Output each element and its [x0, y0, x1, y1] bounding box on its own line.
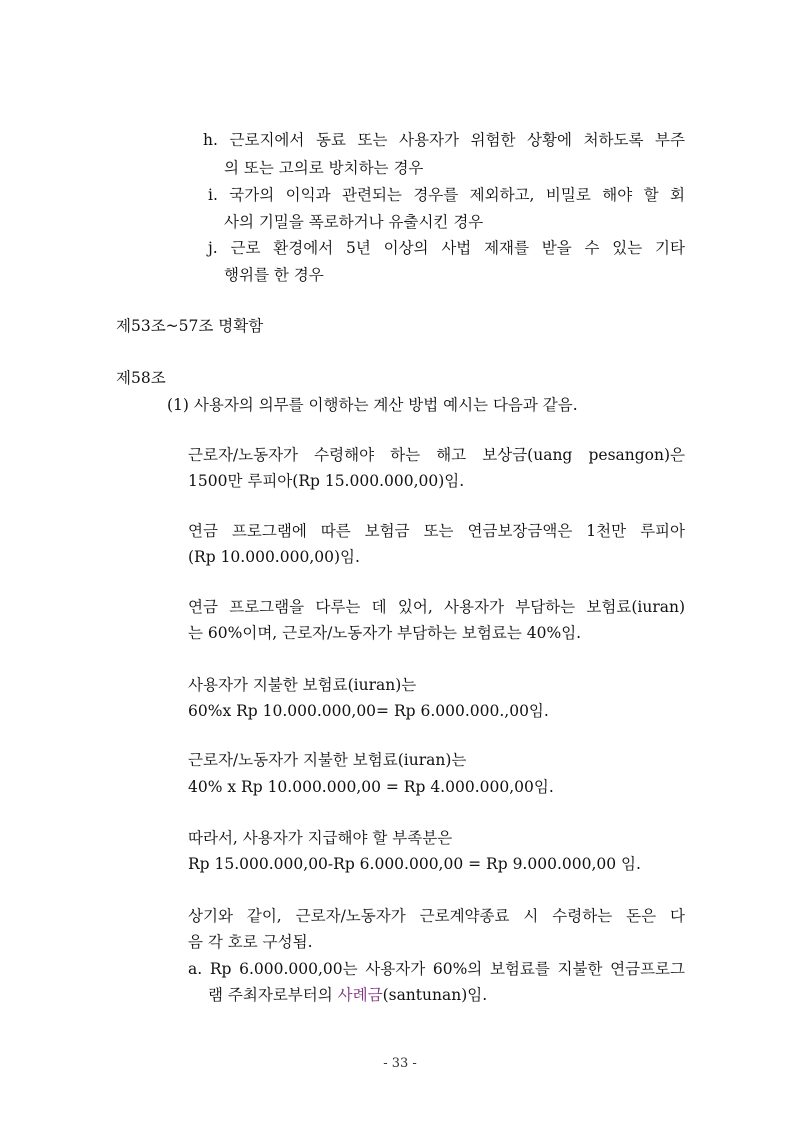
page-number: - 33 - [383, 1056, 417, 1071]
list-item-j-line2: 행위를 한 경우 [224, 266, 324, 284]
paragraph-severance-line2: 1500만 루피아(Rp 15.000.000,00)임. [188, 472, 465, 490]
paragraph-summary-line2: 음 각 호로 구성됨. [188, 933, 313, 951]
item-1: (1) 사용자의 의무를 이행하는 계산 방법 예시는 다음과 같음. [167, 396, 578, 414]
list-item-j-line1: j. 근로 환경에서 5년 이상의 사법 제재를 받을 수 있는 기타 [208, 239, 685, 257]
paragraph-employer-paid-line2: 60%x Rp 10.000.000,00= Rp 6.000.000.,00임. [188, 702, 549, 720]
item-a-line2 [208, 983, 487, 1005]
paragraph-shortfall-line2: Rp 15.000.000,00-Rp 6.000.000,00 = Rp 9.000.000,00 임. [188, 855, 641, 873]
list-item-h-line1: h. 근로지에서 동료 또는 사용자가 위험한 상황에 처하도록 부주 [203, 131, 685, 149]
paragraph-pension-line2: (Rp 10.000.000,00)임. [188, 548, 360, 566]
paragraph-pension-line1: 연금 프로그램에 따른 보험금 또는 연금보장금액은 1천만 루피아 [188, 522, 685, 540]
paragraph-severance-line1: 근로자/노동자가 수령해야 하는 해고 보상금(uang pesangon)은 [188, 446, 685, 464]
paragraph-employer-paid-line1: 사용자가 지불한 보험료(iuran)는 [188, 676, 417, 694]
heading-article-58: 제58조 [116, 369, 166, 387]
item-a-line1: a. Rp 6.000.000,00는 사용자가 60%의 보험료를 지불한 연금프로그 [188, 960, 685, 978]
heading-article-53-57: 제53조~57조 명확함 [116, 317, 264, 335]
item-a-text-before: 램 주최자로부터의 [208, 986, 338, 1004]
item-a-text-after: (santunan)임. [382, 986, 488, 1004]
list-item-i-line2: 사의 기밀을 폭로하거나 유출시킨 경우 [224, 213, 484, 231]
list-item-i-line1: i. 국가의 이익과 관련되는 경우를 제외하고, 비밀로 해야 할 회 [208, 186, 685, 204]
paragraph-contribution-line2: 는 60%이며, 근로자/노동자가 부담하는 보험료는 40%임. [188, 624, 582, 642]
paragraph-summary-line1: 상기와 같이, 근로자/노동자가 근로계약종료 시 수령하는 돈은 다 [188, 907, 685, 925]
paragraph-worker-paid-line2: 40% x Rp 10.000.000,00 = Rp 4.000.000,00임. [188, 778, 554, 796]
paragraph-contribution-line1: 연금 프로그램을 다루는 데 있어, 사용자가 부담하는 보험료(iuran) [188, 598, 685, 616]
list-item-h-line2: 의 또는 고의로 방치하는 경우 [224, 159, 424, 177]
highlighted-term: 사례금 [337, 986, 383, 1004]
paragraph-worker-paid-line1: 근로자/노동자가 지불한 보험료(iuran)는 [188, 751, 467, 769]
paragraph-shortfall-line1: 따라서, 사용자가 지급해야 할 부족분은 [188, 829, 453, 847]
